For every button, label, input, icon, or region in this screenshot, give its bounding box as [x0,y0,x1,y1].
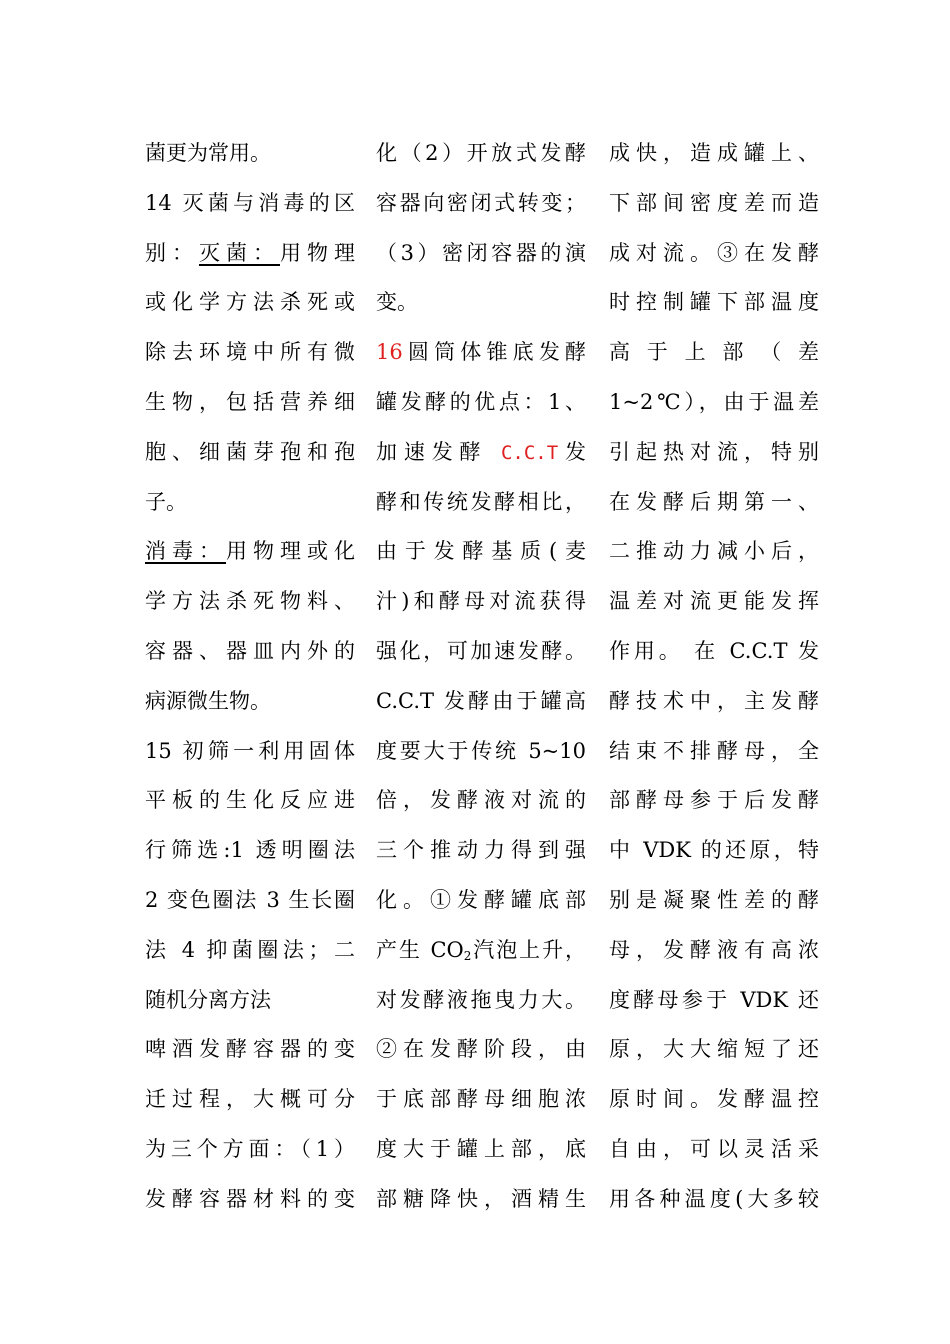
text-line: 对发酵液拖曳力大。 [376,987,586,1012]
text-line: 行筛选:1 透明圈法 [145,838,355,863]
text-line: 容器、器皿内外的 [145,638,355,663]
text-line [145,527,355,577]
text-line: 倍，发酵液对流的 [376,788,586,813]
subscript: 2 [463,948,472,963]
text-line: 生物，包括营养细 [145,389,355,414]
text-line: 变。 [376,290,418,315]
text-column-2 [376,129,586,1225]
text-line [376,328,586,378]
text-line: 胞、细菌芽孢和孢 [145,439,355,464]
text-line: C.C.T 发酵由于罐高 [376,688,586,713]
text-line: 强化，可加速发酵。 [376,638,586,663]
text-line: 发酵容器材料的变 [145,1186,355,1211]
text-line: 部酵母参于后发酵 [609,788,819,813]
item-number-16: 16 [376,340,403,365]
text-span: 汽泡上升， [471,937,586,962]
text-span: 别： [145,240,199,265]
text-line: 自由，可以灵活采 [609,1136,819,1161]
text-line: 用各种温度(大多较 [609,1186,819,1211]
text-line: 由于发酵基质(麦 [376,539,586,564]
text-line: 法 4 抑菌圈法；二 [145,937,355,962]
text-span: 产生 CO [376,937,464,962]
text-line: 酵技术中，主发酵 [609,688,819,713]
text-line: 平板的生化反应进 [145,788,355,813]
text-line: 时控制罐下部温度 [609,290,819,315]
text-line: 病源微生物。 [145,688,271,713]
text-span: 圆筒体锥底发酵 [402,340,586,365]
text-line: 于底部酵母细胞浓 [376,1087,586,1112]
text-line: 度酵母参于 VDK 还 [609,987,819,1012]
text-line [376,428,586,478]
text-line: 成快，造成罐上、 [609,141,819,165]
text-line: 除去环境中所有微 [145,340,355,365]
text-line: 引起热对流，特别 [609,439,819,464]
text-line: 原，大大缩短了还 [609,1037,819,1062]
text-line: 别是凝聚性差的酵 [609,887,819,912]
text-line: 成对流。③在发酵 [609,240,819,265]
text-line: 菌更为常用。 [145,141,271,165]
text-line: 作用。 在 C.C.T 发 [609,638,819,663]
text-line: 度大于罐上部，底 [376,1136,586,1161]
text-line: 三个推动力得到强 [376,838,586,863]
text-column-3 [609,129,819,1225]
text-line [145,229,355,279]
text-line: 啤酒发酵容器的变 [145,1037,355,1062]
text-span: 发 [558,439,586,464]
text-line: 容器向密闭式转变； [376,190,586,215]
text-line: 下部间密度差而造 [609,190,819,215]
text-span: 用物理或化 [226,539,355,564]
text-line: 化。①发酵罐底部 [376,887,586,912]
text-line: 化（2）开放式发酵 [376,141,586,165]
text-line: 高 于 上 部 （ 差 [609,340,819,365]
text-line: 度要大于传统 5~10 [376,738,586,763]
text-line: 14 灭菌与消毒的区 [145,190,355,215]
text-line: 迁过程，大概可分 [145,1087,355,1112]
text-line: 1~2℃），由于温差 [609,389,819,414]
term-cct-highlight: C.C.T [500,441,559,464]
text-line: （3）密闭容器的演 [376,240,586,265]
text-line: 罐发酵的优点：1、 [376,389,586,414]
text-line: ②在发酵阶段，由 [376,1037,586,1062]
text-line: 汁)和酵母对流获得 [376,589,586,614]
term-sterilization: 灭菌： [199,240,280,265]
text-line: 随机分离方法 [145,987,271,1012]
text-line: 结束不排酵母，全 [609,738,819,763]
term-disinfection: 消毒： [145,539,226,564]
text-line: 原时间。发酵温控 [609,1087,819,1112]
text-line: 或化学方法杀死或 [145,290,355,315]
text-line: 在发酵后期第一、 [609,489,819,514]
text-line: 酵和传统发酵相比， [376,489,586,514]
text-line: 为三个方面：（1） [145,1136,355,1161]
text-column-1 [145,129,355,1225]
text-span: 用物理 [280,240,355,265]
text-line: 部糖降快，酒精生 [376,1186,586,1211]
text-line [376,926,586,976]
text-line: 2 变色圈法 3 生长圈 [145,887,355,912]
text-line: 中 VDK 的还原，特 [609,838,819,863]
text-line: 子。 [145,489,187,514]
text-line: 温差对流更能发挥 [609,589,819,614]
text-line: 母，发酵液有高浓 [609,937,819,962]
text-line: 二推动力减小后， [609,539,819,564]
text-line: 学方法杀死物料、 [145,589,355,614]
text-span: 加速发酵 [376,439,501,464]
text-line: 15 初筛一利用固体 [145,738,355,763]
